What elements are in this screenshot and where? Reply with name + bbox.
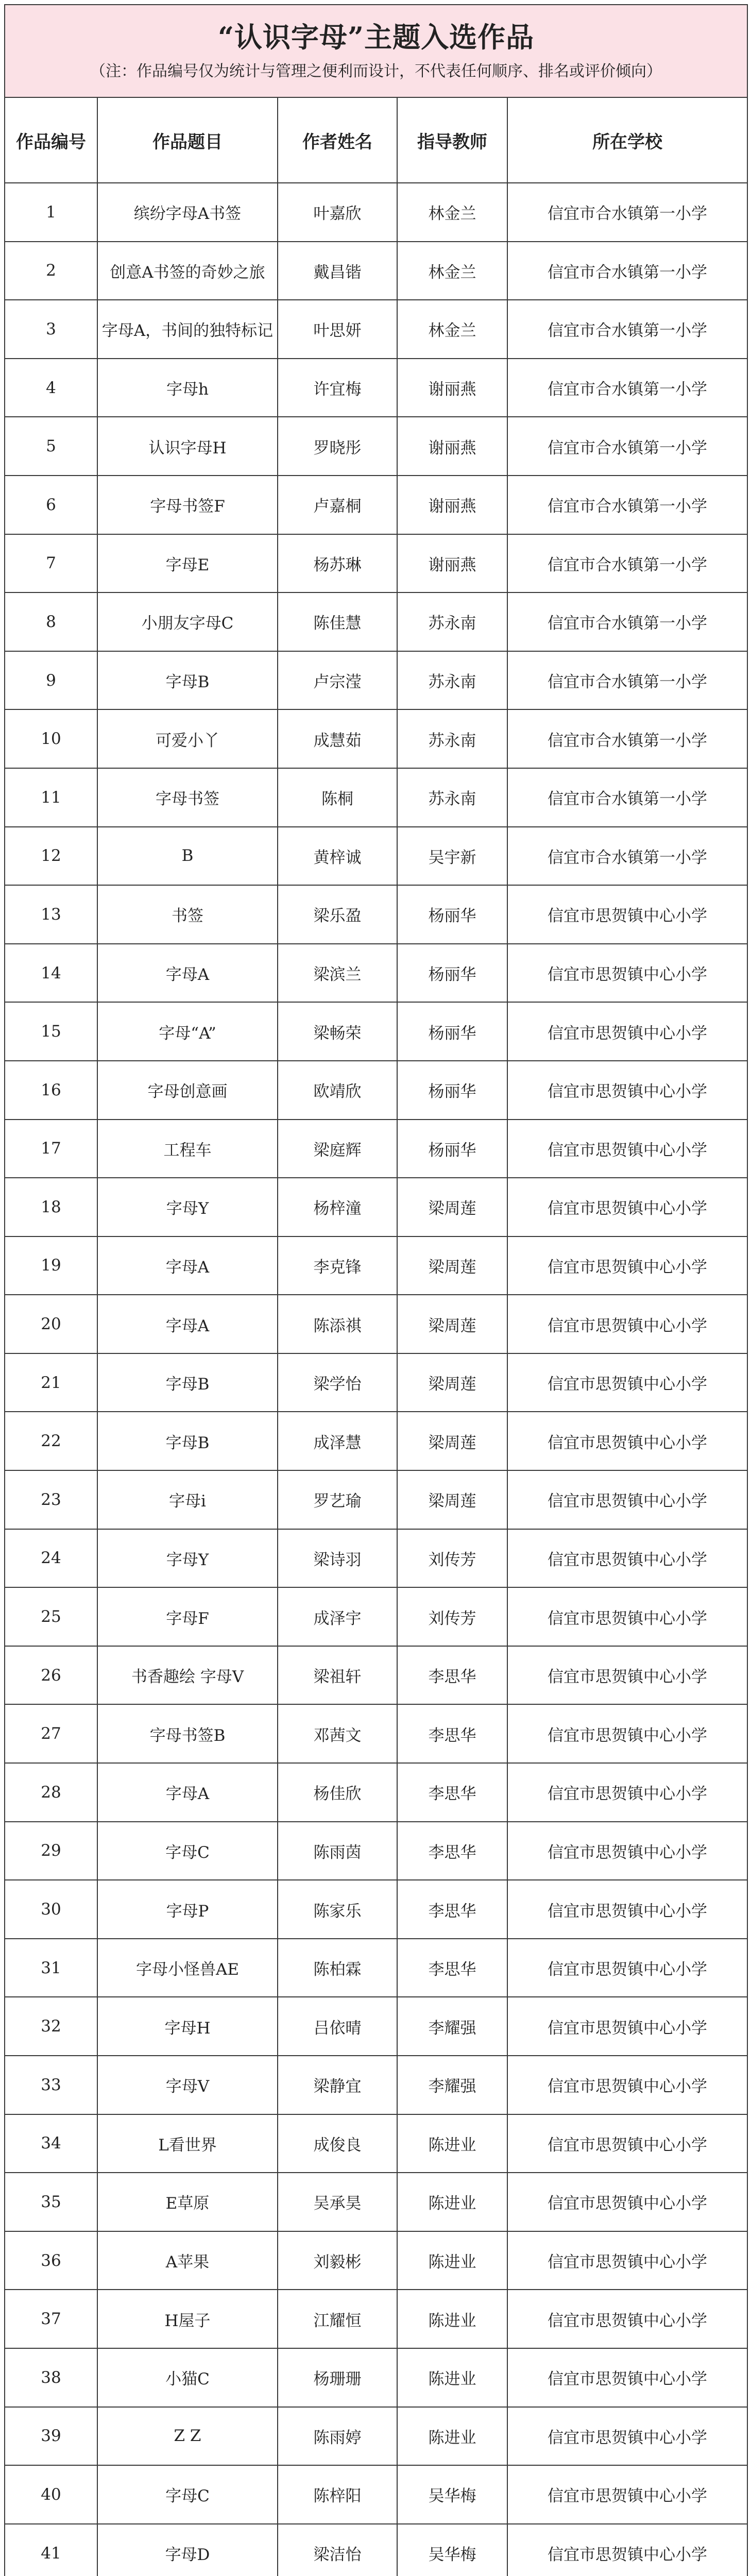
cell-title: 字母小怪兽AE	[97, 1939, 278, 1997]
cell-school: 信宜市思贺镇中心小学	[507, 1587, 747, 1646]
cell-author: 梁学怡	[278, 1353, 397, 1412]
cell-school: 信宜市思贺镇中心小学	[507, 1236, 747, 1295]
document-title: “认识字母”主题入选作品	[217, 21, 535, 54]
table-row	[5, 1822, 747, 1880]
cell-teacher: 梁周莲	[397, 1470, 507, 1529]
cell-teacher: 吴华梅	[397, 2524, 507, 2576]
cell-author: 陈雨婷	[278, 2407, 397, 2466]
cell-school: 信宜市合水镇第一小学	[507, 534, 747, 593]
cell-author: 杨珊珊	[278, 2348, 397, 2407]
table-row	[5, 2231, 747, 2290]
cell-teacher: 陈进业	[397, 2114, 507, 2173]
cell-no: 40	[5, 2465, 97, 2524]
cell-teacher: 苏永南	[397, 651, 507, 710]
title-row	[5, 5, 747, 97]
cell-author: 成泽宇	[278, 1587, 397, 1646]
table-row	[5, 1704, 747, 1763]
table-row	[5, 1587, 747, 1646]
cell-title: 字母A	[97, 1295, 278, 1353]
cell-school: 信宜市合水镇第一小学	[507, 476, 747, 534]
cell-teacher: 李思华	[397, 1704, 507, 1763]
cell-title: 书香趣绘 字母V	[97, 1646, 278, 1705]
cell-teacher: 杨丽华	[397, 1002, 507, 1061]
cell-teacher: 梁周莲	[397, 1295, 507, 1353]
cell-author: 卢宗滢	[278, 651, 397, 710]
cell-no: 37	[5, 2290, 97, 2348]
cell-author: 梁诗羽	[278, 1529, 397, 1588]
entries-table	[4, 4, 748, 2576]
table-row	[5, 300, 747, 359]
cell-author: 陈佳慧	[278, 592, 397, 651]
table-row	[5, 768, 747, 827]
table-row	[5, 359, 747, 417]
cell-no: 5	[5, 417, 97, 476]
cell-author: 成俊良	[278, 2114, 397, 2173]
table-row	[5, 534, 747, 593]
cell-no: 17	[5, 1120, 97, 1178]
cell-title: 字母V	[97, 2056, 278, 2114]
cell-author: 梁祖轩	[278, 1646, 397, 1705]
cell-teacher: 陈进业	[397, 2231, 507, 2290]
cell-school: 信宜市合水镇第一小学	[507, 651, 747, 710]
table-row	[5, 1002, 747, 1061]
cell-teacher: 林金兰	[397, 183, 507, 242]
table-row	[5, 1353, 747, 1412]
cell-school: 信宜市合水镇第一小学	[507, 300, 747, 359]
cell-no: 30	[5, 1880, 97, 1939]
cell-school: 信宜市思贺镇中心小学	[507, 2231, 747, 2290]
cell-no: 3	[5, 300, 97, 359]
cell-school: 信宜市思贺镇中心小学	[507, 1997, 747, 2056]
cell-no: 6	[5, 476, 97, 534]
cell-no: 27	[5, 1704, 97, 1763]
cell-author: 梁静宜	[278, 2056, 397, 2114]
cell-title: 字母Y	[97, 1178, 278, 1236]
cell-title: 字母“A”	[97, 1002, 278, 1061]
cell-teacher: 刘传芳	[397, 1587, 507, 1646]
table-row	[5, 1470, 747, 1529]
cell-teacher: 李耀强	[397, 1997, 507, 2056]
cell-school: 信宜市思贺镇中心小学	[507, 1412, 747, 1470]
cell-title: 可爱小丫	[97, 709, 278, 768]
cell-author: 陈雨茵	[278, 1822, 397, 1880]
cell-title: 创意A书签的奇妙之旅	[97, 242, 278, 300]
cell-title: 字母E	[97, 534, 278, 593]
cell-teacher: 苏永南	[397, 592, 507, 651]
cell-teacher: 李耀强	[397, 2056, 507, 2114]
cell-title: 字母B	[97, 1353, 278, 1412]
cell-title: 认识字母H	[97, 417, 278, 476]
cell-teacher: 梁周莲	[397, 1236, 507, 1295]
cell-no: 35	[5, 2173, 97, 2231]
cell-title: 字母C	[97, 2465, 278, 2524]
table-row	[5, 2348, 747, 2407]
cell-teacher: 梁周莲	[397, 1412, 507, 1470]
cell-author: 罗晓彤	[278, 417, 397, 476]
cell-author: 许宜梅	[278, 359, 397, 417]
cell-teacher: 吴宇新	[397, 827, 507, 886]
cell-school: 信宜市合水镇第一小学	[507, 592, 747, 651]
cell-no: 7	[5, 534, 97, 593]
table-row	[5, 1997, 747, 2056]
cell-author: 黄梓诚	[278, 827, 397, 886]
table-row	[5, 1178, 747, 1236]
cell-school: 信宜市思贺镇中心小学	[507, 1646, 747, 1705]
cell-teacher: 谢丽燕	[397, 359, 507, 417]
cell-teacher: 梁周莲	[397, 1178, 507, 1236]
cell-teacher: 李思华	[397, 1822, 507, 1880]
cell-author: 叶思妍	[278, 300, 397, 359]
cell-teacher: 杨丽华	[397, 885, 507, 944]
cell-school: 信宜市思贺镇中心小学	[507, 1470, 747, 1529]
header-author: 作者姓名	[278, 97, 397, 183]
cell-teacher: 杨丽华	[397, 944, 507, 1003]
cell-no: 13	[5, 885, 97, 944]
cell-school: 信宜市思贺镇中心小学	[507, 2173, 747, 2231]
table-row	[5, 1880, 747, 1939]
cell-teacher: 苏永南	[397, 768, 507, 827]
cell-no: 2	[5, 242, 97, 300]
cell-school: 信宜市思贺镇中心小学	[507, 885, 747, 944]
cell-teacher: 李思华	[397, 1880, 507, 1939]
cell-title: 字母A	[97, 1763, 278, 1822]
cell-title: 书签	[97, 885, 278, 944]
cell-teacher: 谢丽燕	[397, 417, 507, 476]
cell-no: 34	[5, 2114, 97, 2173]
cell-teacher: 杨丽华	[397, 1061, 507, 1120]
cell-author: 梁洁怡	[278, 2524, 397, 2576]
cell-title: 字母书签F	[97, 476, 278, 534]
title-cell	[5, 5, 747, 97]
cell-author: 成泽慧	[278, 1412, 397, 1470]
table-row	[5, 476, 747, 534]
cell-school: 信宜市思贺镇中心小学	[507, 2407, 747, 2466]
cell-no: 11	[5, 768, 97, 827]
cell-no: 26	[5, 1646, 97, 1705]
cell-title: 字母Y	[97, 1529, 278, 1588]
cell-author: 梁乐盈	[278, 885, 397, 944]
cell-author: 欧靖欣	[278, 1061, 397, 1120]
cell-school: 信宜市思贺镇中心小学	[507, 1120, 747, 1178]
cell-title: A苹果	[97, 2231, 278, 2290]
table-row	[5, 2524, 747, 2576]
table-row	[5, 885, 747, 944]
table-row	[5, 709, 747, 768]
cell-author: 叶嘉欣	[278, 183, 397, 242]
table-row	[5, 2114, 747, 2173]
cell-no: 8	[5, 592, 97, 651]
cell-title: 字母C	[97, 1822, 278, 1880]
cell-author: 邓茜文	[278, 1704, 397, 1763]
cell-title: 缤纷字母A书签	[97, 183, 278, 242]
table-row	[5, 1120, 747, 1178]
header-school: 所在学校	[507, 97, 747, 183]
cell-school: 信宜市思贺镇中心小学	[507, 1178, 747, 1236]
table-row	[5, 1412, 747, 1470]
cell-author: 陈柏霖	[278, 1939, 397, 1997]
cell-author: 杨佳欣	[278, 1763, 397, 1822]
cell-title: 字母书签B	[97, 1704, 278, 1763]
cell-no: 14	[5, 944, 97, 1003]
cell-title: 字母D	[97, 2524, 278, 2576]
cell-title: Z Z	[97, 2407, 278, 2466]
cell-author: 陈桐	[278, 768, 397, 827]
cell-title: 字母h	[97, 359, 278, 417]
table-row	[5, 2407, 747, 2466]
cell-author: 梁滨兰	[278, 944, 397, 1003]
cell-school: 信宜市思贺镇中心小学	[507, 1529, 747, 1588]
cell-teacher: 梁周莲	[397, 1353, 507, 1412]
cell-no: 16	[5, 1061, 97, 1120]
cell-no: 9	[5, 651, 97, 710]
cell-no: 33	[5, 2056, 97, 2114]
cell-title: 小朋友字母C	[97, 592, 278, 651]
cell-no: 24	[5, 1529, 97, 1588]
cell-school: 信宜市合水镇第一小学	[507, 417, 747, 476]
cell-teacher: 陈进业	[397, 2173, 507, 2231]
table-row	[5, 592, 747, 651]
cell-school: 信宜市思贺镇中心小学	[507, 1822, 747, 1880]
cell-no: 20	[5, 1295, 97, 1353]
cell-title: 小猫C	[97, 2348, 278, 2407]
cell-author: 梁畅荣	[278, 1002, 397, 1061]
cell-school: 信宜市思贺镇中心小学	[507, 944, 747, 1003]
cell-author: 罗艺瑜	[278, 1470, 397, 1529]
cell-school: 信宜市思贺镇中心小学	[507, 2524, 747, 2576]
cell-school: 信宜市思贺镇中心小学	[507, 1295, 747, 1353]
cell-school: 信宜市合水镇第一小学	[507, 359, 747, 417]
cell-no: 41	[5, 2524, 97, 2576]
cell-teacher: 刘传芳	[397, 1529, 507, 1588]
cell-no: 28	[5, 1763, 97, 1822]
table-row	[5, 1529, 747, 1588]
cell-author: 卢嘉桐	[278, 476, 397, 534]
table-row	[5, 242, 747, 300]
header-title: 作品题目	[97, 97, 278, 183]
cell-school: 信宜市思贺镇中心小学	[507, 1763, 747, 1822]
cell-author: 李克锋	[278, 1236, 397, 1295]
cell-no: 36	[5, 2231, 97, 2290]
cell-author: 吕依晴	[278, 1997, 397, 2056]
cell-title: 字母B	[97, 1412, 278, 1470]
cell-no: 18	[5, 1178, 97, 1236]
cell-title: E草原	[97, 2173, 278, 2231]
cell-teacher: 谢丽燕	[397, 534, 507, 593]
table-row	[5, 2173, 747, 2231]
cell-title: B	[97, 827, 278, 886]
cell-no: 32	[5, 1997, 97, 2056]
cell-author: 陈家乐	[278, 1880, 397, 1939]
cell-teacher: 林金兰	[397, 300, 507, 359]
table-row	[5, 1939, 747, 1997]
table-row	[5, 2290, 747, 2348]
cell-title: 字母书签	[97, 768, 278, 827]
cell-title: 工程车	[97, 1120, 278, 1178]
table-row	[5, 1295, 747, 1353]
table-row	[5, 944, 747, 1003]
cell-school: 信宜市思贺镇中心小学	[507, 1880, 747, 1939]
table-body	[5, 183, 747, 2576]
table-row	[5, 651, 747, 710]
table-row	[5, 2056, 747, 2114]
cell-school: 信宜市合水镇第一小学	[507, 183, 747, 242]
cell-no: 4	[5, 359, 97, 417]
cell-author: 陈梓阳	[278, 2465, 397, 2524]
cell-title: 字母F	[97, 1587, 278, 1646]
cell-teacher: 李思华	[397, 1646, 507, 1705]
table-row	[5, 1763, 747, 1822]
cell-teacher: 李思华	[397, 1763, 507, 1822]
cell-author: 梁庭辉	[278, 1120, 397, 1178]
cell-school: 信宜市思贺镇中心小学	[507, 1002, 747, 1061]
table-row	[5, 2465, 747, 2524]
cell-teacher: 吴华梅	[397, 2465, 507, 2524]
cell-school: 信宜市思贺镇中心小学	[507, 2114, 747, 2173]
cell-school: 信宜市思贺镇中心小学	[507, 2290, 747, 2348]
cell-teacher: 李思华	[397, 1939, 507, 1997]
cell-title: 字母H	[97, 1997, 278, 2056]
cell-title: 字母i	[97, 1470, 278, 1529]
cell-school: 信宜市合水镇第一小学	[507, 827, 747, 886]
table-row	[5, 827, 747, 886]
cell-school: 信宜市合水镇第一小学	[507, 709, 747, 768]
cell-teacher: 陈进业	[397, 2348, 507, 2407]
cell-author: 杨苏琳	[278, 534, 397, 593]
cell-title: L看世界	[97, 2114, 278, 2173]
cell-no: 19	[5, 1236, 97, 1295]
table-row	[5, 1646, 747, 1705]
cell-title: 字母B	[97, 651, 278, 710]
cell-school: 信宜市思贺镇中心小学	[507, 1704, 747, 1763]
cell-school: 信宜市思贺镇中心小学	[507, 2056, 747, 2114]
cell-no: 23	[5, 1470, 97, 1529]
cell-title: 字母A，书间的独特标记	[97, 300, 278, 359]
cell-title: H屋子	[97, 2290, 278, 2348]
cell-school: 信宜市合水镇第一小学	[507, 768, 747, 827]
cell-no: 39	[5, 2407, 97, 2466]
cell-title: 字母A	[97, 1236, 278, 1295]
cell-author: 戴昌锴	[278, 242, 397, 300]
cell-no: 1	[5, 183, 97, 242]
cell-no: 21	[5, 1353, 97, 1412]
document-note: （注：作品编号仅为统计与管理之便利而设计，不代表任何顺序、排名或评价倾向）	[90, 62, 662, 80]
table-row	[5, 1236, 747, 1295]
cell-no: 25	[5, 1587, 97, 1646]
cell-title: 字母创意画	[97, 1061, 278, 1120]
table-row	[5, 417, 747, 476]
cell-no: 29	[5, 1822, 97, 1880]
cell-author: 陈添祺	[278, 1295, 397, 1353]
cell-author: 江耀恒	[278, 2290, 397, 2348]
cell-no: 22	[5, 1412, 97, 1470]
cell-teacher: 陈进业	[397, 2407, 507, 2466]
cell-no: 10	[5, 709, 97, 768]
header-no: 作品编号	[5, 97, 97, 183]
cell-title: 字母A	[97, 944, 278, 1003]
cell-no: 12	[5, 827, 97, 886]
cell-title: 字母P	[97, 1880, 278, 1939]
cell-school: 信宜市思贺镇中心小学	[507, 2348, 747, 2407]
header-row	[5, 97, 747, 183]
cell-school: 信宜市思贺镇中心小学	[507, 1353, 747, 1412]
table-row	[5, 183, 747, 242]
cell-teacher: 苏永南	[397, 709, 507, 768]
cell-school: 信宜市思贺镇中心小学	[507, 1061, 747, 1120]
cell-author: 吴承昊	[278, 2173, 397, 2231]
table-row	[5, 1061, 747, 1120]
cell-teacher: 谢丽燕	[397, 476, 507, 534]
cell-author: 刘毅彬	[278, 2231, 397, 2290]
cell-school: 信宜市思贺镇中心小学	[507, 2465, 747, 2524]
cell-author: 杨梓潼	[278, 1178, 397, 1236]
cell-author: 成慧茹	[278, 709, 397, 768]
cell-no: 38	[5, 2348, 97, 2407]
cell-school: 信宜市思贺镇中心小学	[507, 1939, 747, 1997]
cell-no: 15	[5, 1002, 97, 1061]
cell-teacher: 杨丽华	[397, 1120, 507, 1178]
cell-school: 信宜市合水镇第一小学	[507, 242, 747, 300]
cell-teacher: 林金兰	[397, 242, 507, 300]
cell-teacher: 陈进业	[397, 2290, 507, 2348]
cell-no: 31	[5, 1939, 97, 1997]
header-teacher: 指导教师	[397, 97, 507, 183]
